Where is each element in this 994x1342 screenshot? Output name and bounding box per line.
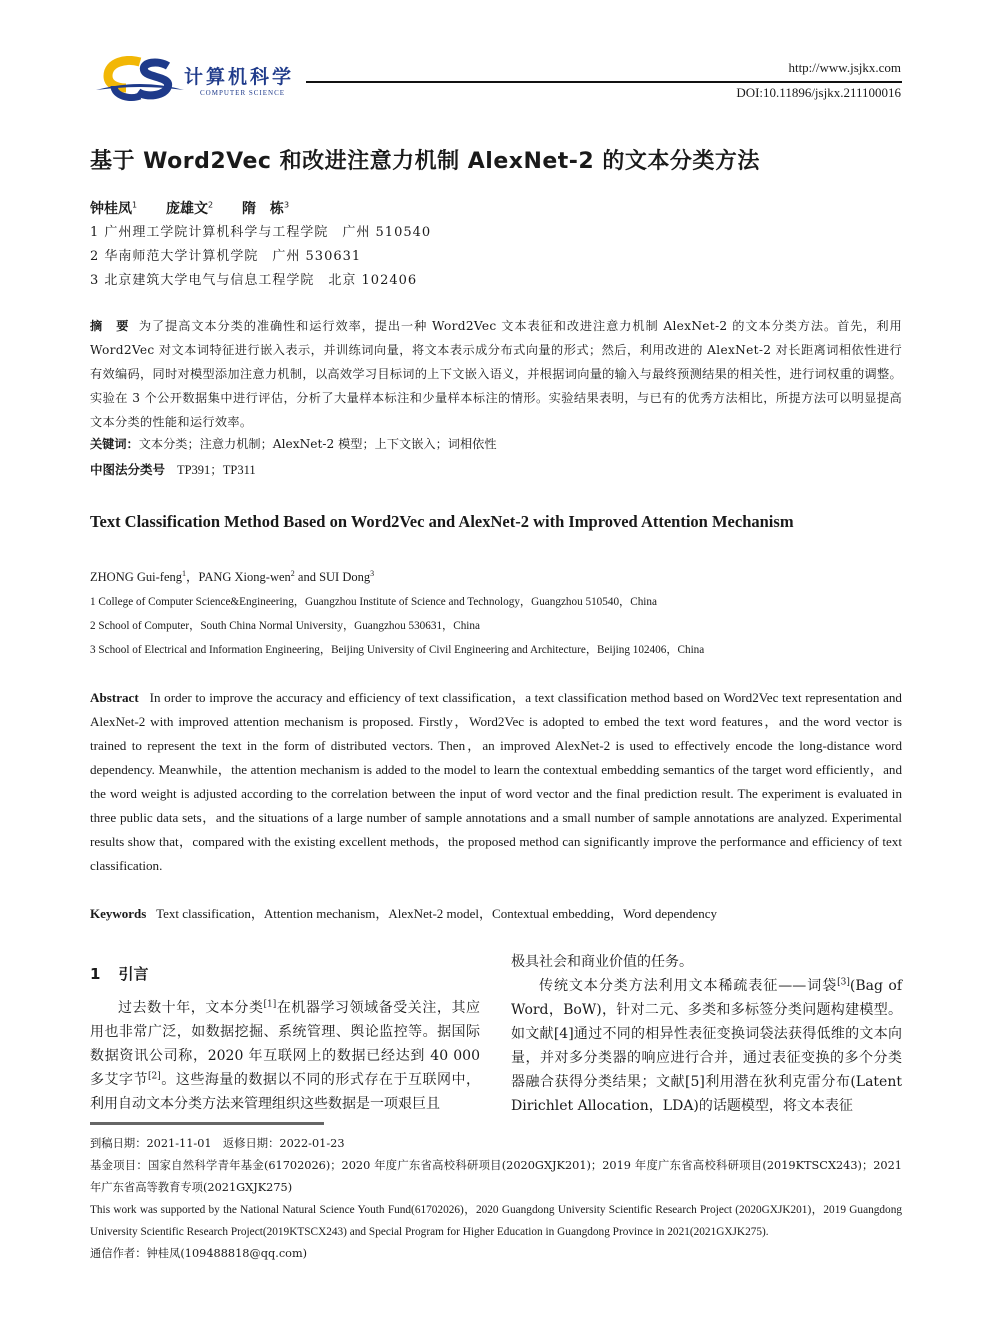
affiliation-en: 3 School of Electrical and Information Engineering，Beijing University of Civil Engineering and Architecture，Beijing 102406，China — [90, 644, 705, 656]
cs-logo-icon — [96, 56, 184, 102]
journal-name-en: COMPUTER SCIENCE — [200, 89, 286, 97]
keywords-en — [90, 903, 717, 922]
authors-en: ZHONG Gui-feng$^1$，PANG Xiong-wen$^2$ and SUI Dong$^3$ — [90, 568, 375, 584]
paper-title-en: Text Classification Method Based on Word2Vec and AlexNet-2 with Improved Attention Mechanism — [90, 512, 794, 531]
journal-logo — [96, 56, 306, 102]
affiliation-en: 1 College of Computer Science&Engineering，Guangzhou Institute of Science and Technology，Guangzhou 510540，China — [90, 596, 657, 608]
paragraph: 传统文本分类方法利用文本稀疏表征——词袋[3](Bag of Word，BoW)，针对二元、多类和多标签分类问题构建模型。如文献[4]通过不同的相异性表征变换词袋法获得低维的文本向量，并对多分类器的响应进行合并，通过表征变换的多个分类器融合获得分类结果；文献[5]利用潜在狄利克雷分布(Latent Dirichlet Allocation，LDA)的话题模型，将文本表征 — [511, 977, 902, 1114]
funding-en: This work was supported by the National Natural Science Youth Fund(61702026)，2020 Guangdong University Scientific Research Project (2020GXJK201)，2019 Guangdong University Scientific Research Project(2019KTSCX243) and Special Program for Higher Education in Guangdong Province in 2021(2021GXJK275). — [90, 1204, 902, 1238]
citation-link[interactable]: [2] — [148, 1071, 161, 1082]
keywords-cn-label: 关键词： — [90, 437, 139, 451]
abstract-en — [90, 686, 902, 878]
journal-name-cn: 计算机科学 — [184, 66, 295, 88]
paragraph: 极具社会和商业价值的任务。 — [511, 954, 693, 970]
corresponding-author: 通信作者：钟桂凤(109488818@qq.com) — [90, 1247, 308, 1260]
journal-url[interactable]: http://www.jsjkx.com — [788, 60, 901, 75]
body-column-right — [511, 950, 902, 1118]
keywords-en-label: Keywords — [90, 906, 147, 921]
keywords-cn — [90, 435, 497, 452]
abstract-cn-label: 摘 要 — [90, 319, 130, 333]
clc-value: TP391；TP311 — [176, 463, 256, 477]
section-heading — [90, 963, 148, 984]
author-cn: 庞雄文$^2$ — [165, 200, 214, 217]
doi: DOI:10.11896/jsjkx.211100016 — [736, 85, 901, 100]
section-title: 引言 — [118, 965, 149, 983]
abstract-cn — [90, 314, 902, 434]
author-cn: 隋 栋$^3$ — [241, 200, 290, 217]
paper-title-cn: 基于 Word2Vec 和改进注意力机制 AlexNet-2 的文本分类方法 — [90, 149, 760, 174]
abstract-cn-text: 为了提高文本分类的准确性和运行效率，提出一种 Word2Vec 文本表征和改进注意力机制 AlexNet-2 的文本分类方法。首先，利用 Word2Vec 对文本词特征进行嵌入表示，并训练词向量，将文本表示成分布式向量的形式；然后，利用改进的 AlexNet-2 对长距离词相依性进行有效编码，同时对模型添加注意力机制，以高效学习目标词的上下文嵌入语义，并根据词向量的输入与最终预测结果的相关性，进行词权重的调整。实验在 3 个公开数据集中进行评估，分析了大量样本标注和少量样本标注的情形。实验结果表明，与已有的优秀方法相比，所提方法可以明显提高文本分类的性能和运行效率。 — [90, 319, 902, 429]
author-cn: 钟桂凤$^1$ — [90, 200, 138, 217]
body-column-left — [90, 996, 480, 1116]
clc-label: 中图法分类号 — [90, 462, 166, 477]
abstract-en-label: Abstract — [90, 690, 139, 705]
received-dates: 到稿日期：2021-11-01 返修日期：2022-01-23 — [90, 1137, 345, 1150]
clc-number — [90, 460, 256, 478]
funding-cn: 基金项目：国家自然科学青年基金(61702026)；2020 年度广东省高校科研项目(2020GXJK201)；2019 年度广东省高校科研项目(2019KTSCX243)；2021 年广东省高等教育专项(2021GXJK275) — [90, 1159, 902, 1194]
footnote-rule — [90, 1122, 324, 1125]
keywords-cn-text: 文本分类；注意力机制；AlexNet-2 模型；上下文嵌入；词相依性 — [138, 437, 497, 451]
abstract-en-text: In order to improve the accuracy and efficiency of text classification，a text classification method based on Word2Vec text representation and AlexNet-2 with improved attention mechanism is proposed. Firstly，Word2Vec is adopted to embed the text word features，and the word vector is trained to represent the text in the form of distributed vectors. Then，an improved AlexNet-2 is used to effectively encode the long-distance word dependency. Meanwhile，the attention mechanism is added to the model to learn the contextual embedding semantics of the target word efficiently，and the word weight is adjusted according to the correlation between the input of word vector and the final prediction result. The experiment is evaluated in three public data sets，and the situations of a large number of sample annotations and a small number of sample annotations are analyzed. Experimental results show that，compared with the existing excellent methods，the proposed method can significantly improve the performance and efficiency of text classification. — [90, 690, 902, 873]
section-number: 1 — [90, 965, 101, 983]
affiliation-cn: 1 广州理工学院计算机科学与工程学院 广州 510540 — [90, 225, 432, 240]
affiliation-cn: 3 北京建筑大学电气与信息工程学院 北京 102406 — [90, 273, 418, 288]
footnotes — [90, 1133, 902, 1265]
citation-link[interactable]: [1] — [263, 999, 277, 1010]
authors-cn — [90, 198, 313, 218]
keywords-en-text: Text classification，Attention mechanism，AlexNet-2 model，Contextual embedding，Word dependency — [156, 906, 717, 921]
header-rule — [306, 81, 902, 83]
paragraph: 过去数十年，文本分类[1]在机器学习领域备受关注，其应用也非常广泛，如数据挖掘、系统管理、舆论监控等。据国际数据资讯公司称，2020 年互联网上的数据已经达到 40 000 多艾字节[2]。这些海量的数据以不同的形式存在于互联网中，利用自动文本分类方法来管理组织这些数据是一项艰巨且 — [90, 999, 481, 1112]
citation-link[interactable]: [3] — [837, 977, 850, 988]
affiliation-en: 2 School of Computer，South China Normal University，Guangzhou 530631，China — [90, 620, 480, 632]
affiliation-cn: 2 华南师范大学计算机学院 广州 530631 — [90, 249, 362, 264]
